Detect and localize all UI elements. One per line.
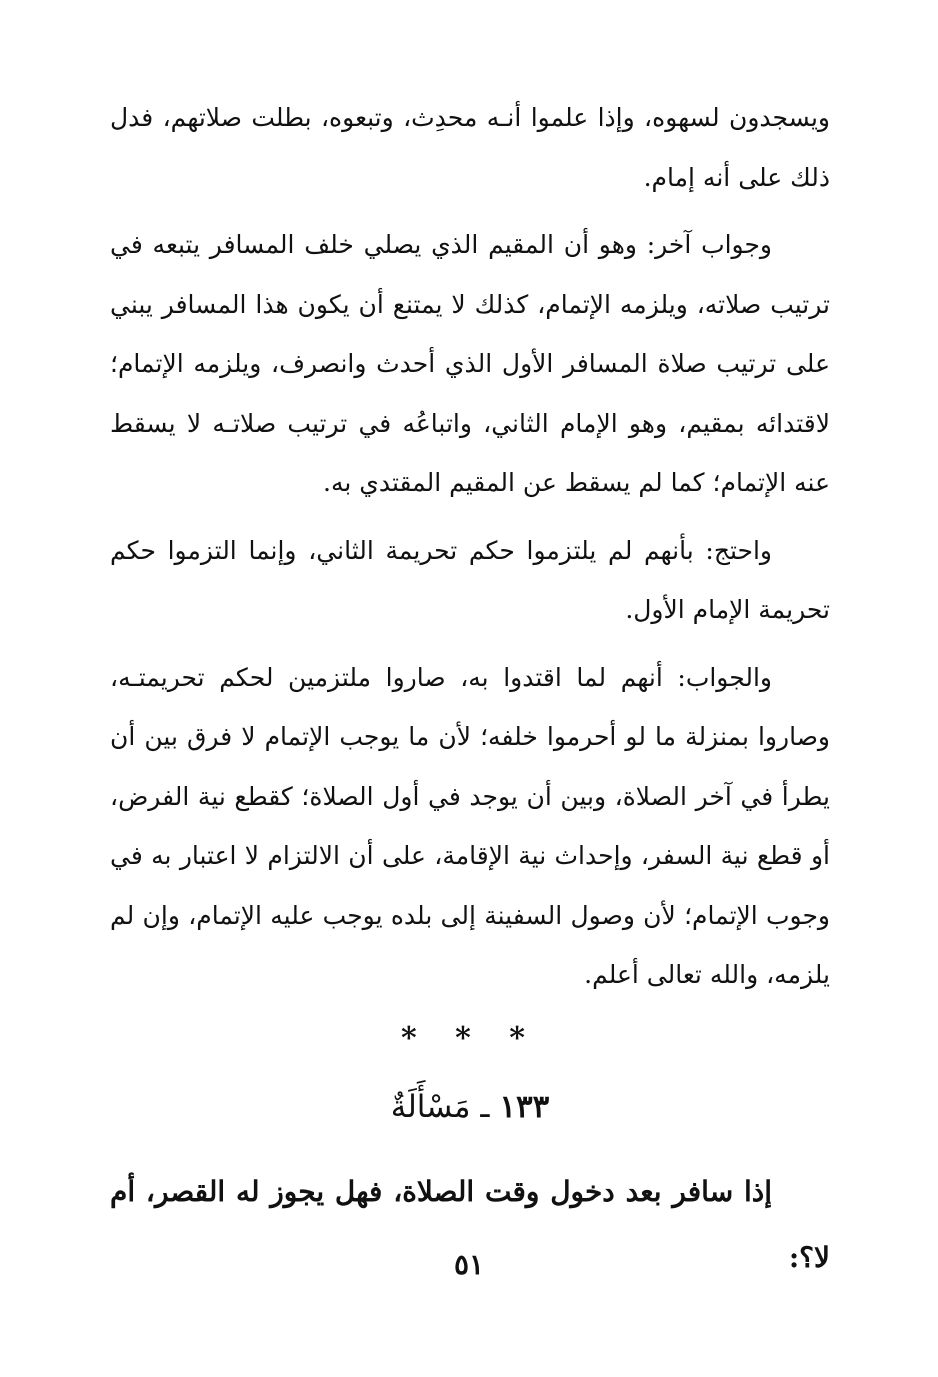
page-body [110,88,830,1291]
section-title: مَسْأَلَةٌ [390,1088,471,1125]
page-number: ٥١ [453,1248,485,1281]
question-text: إذا سافر بعد دخول وقت الصلاة، فهل يجوز له القصر، أم لا؟: [110,1174,830,1274]
paragraph-reply: والجواب: أنهم لما اقتدوا به، صاروا ملتزمين لحكم تحريمتـه، وصاروا بمنزلة ما لو أحرموا خلفه؛ لأن ما يوجب الإتمام لا فرق بين أن يطرأ في آخر الصلاة، وبين أن يوجد في أول الصلاة؛ كقطع نية الفرض، أو قطع نية السفر، وإحداث نية الإقامة، على أن الالتزام لا اعتبار به في وجوب الإتمام؛ لأن وصول السفينة إلى بلده يوجب عليه الإتمام، وإن لم يلزمه، والله تعالى أعلم. [110,662,830,989]
section-number: ١٣٣ [499,1088,550,1125]
paragraph-argument: واحتج: بأنهم لم يلتزموا حكم تحريمة الثاني، وإنما التزموا حكم تحريمة الإمام الأول. [110,535,830,624]
paragraph-second-answer: وجواب آخر: وهو أن المقيم الذي يصلي خلف المسافر يتبعه في ترتيب صلاته، ويلزمه الإتمام، كذلك لا يمتنع أن يكون هذا المسافر يبني على ترتيب صلاة المسافر الأول الذي أحدث وانصرف، ويلزمه الإتمام؛ لاقتدائه بمقيم، وهو الإمام الثاني، واتباعُه في ترتيب صلاتـه لا يسقط عنه الإتمام؛ كما لم يسقط عن المقيم المقتدي به. [110,230,830,497]
section-separator: * * * [401,1020,539,1056]
paragraph-continuation: ويسجدون لسهوه، وإذا علموا أنـه محدِث، وتبعوه، بطلت صلاتهم، فدل ذلك على أنه إمام. [110,103,830,192]
section-dash: ـ [480,1088,490,1125]
section-heading [110,1077,830,1137]
